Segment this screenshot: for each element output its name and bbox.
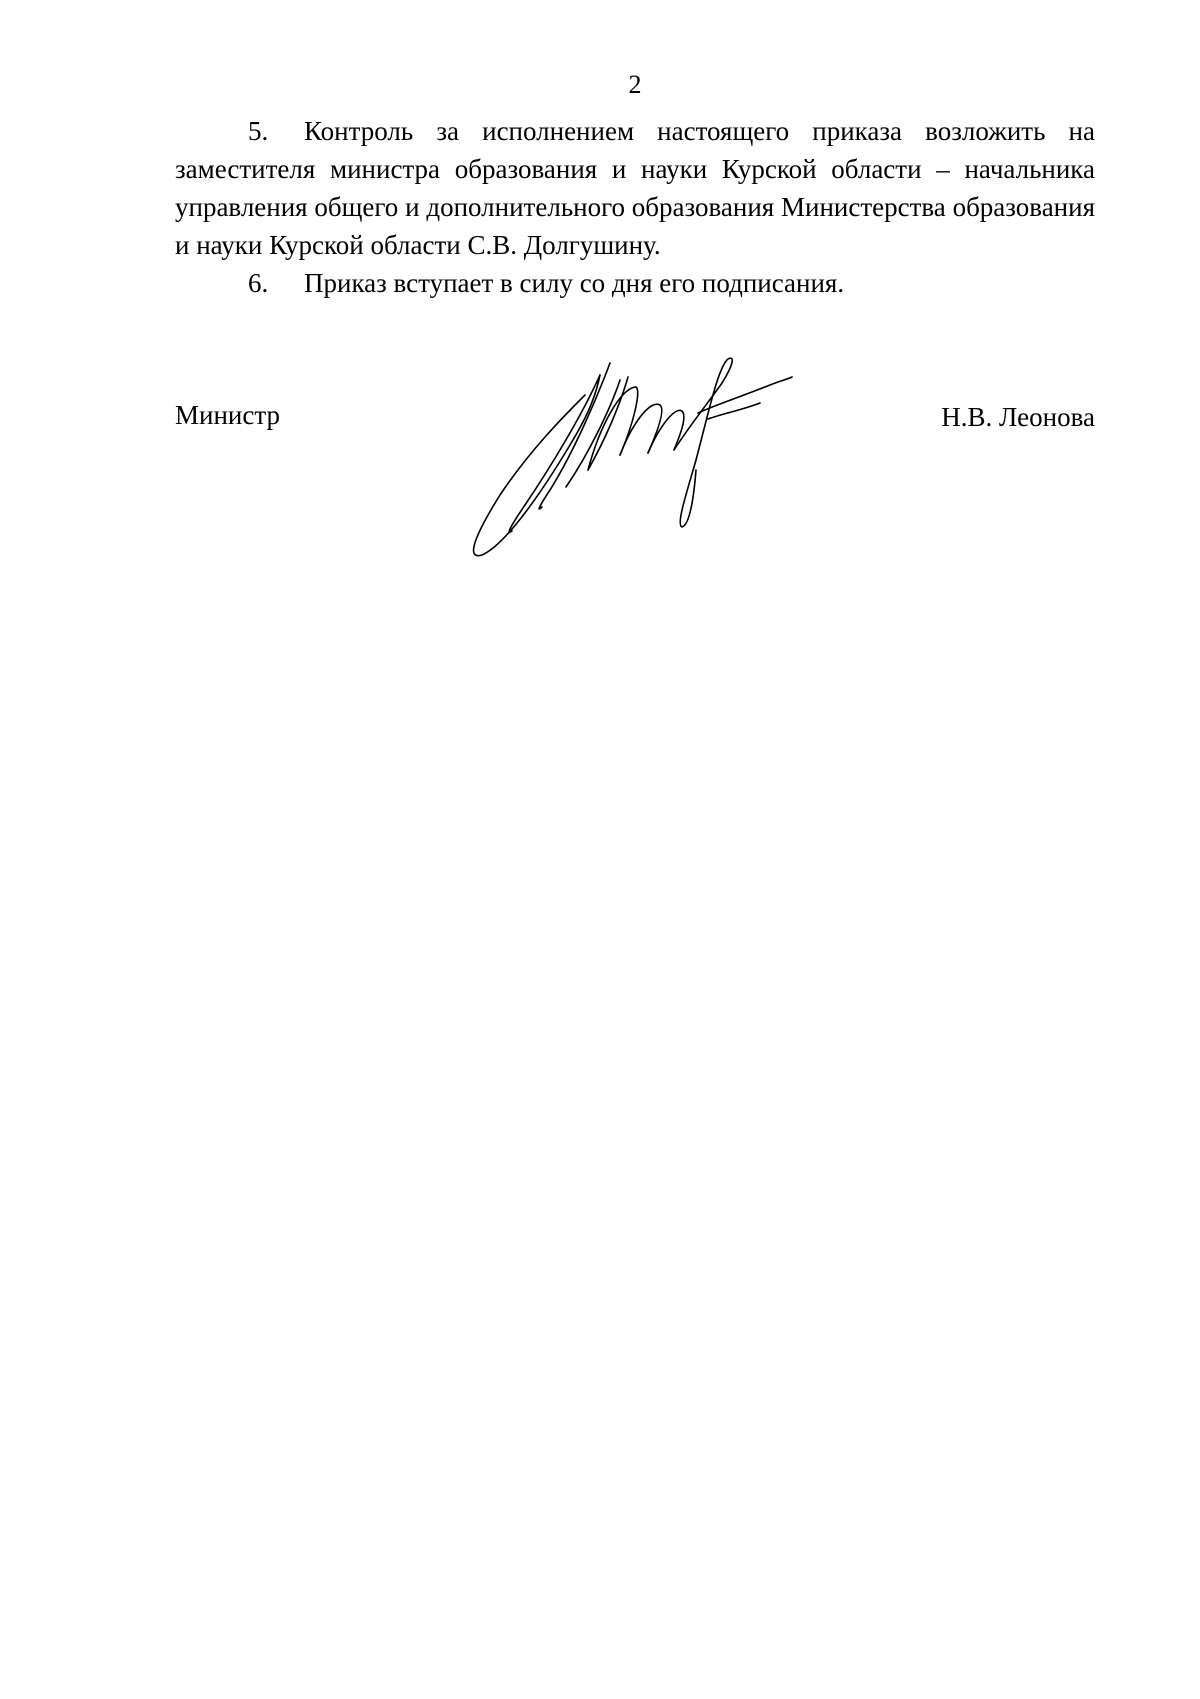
paragraph-text: Контроль за исполнением настоящего приказа возложить на заместителя министра образования и науки Курской области – начальника управления общего и дополнительного образования Министерства образования и науки Курской области С.В. Долгушину.	[175, 116, 1095, 260]
handwritten-signature	[470, 355, 830, 570]
paragraph-6	[175, 264, 1095, 302]
paragraph-number: 5.	[248, 116, 269, 146]
signer-name: Н.В. Леонова	[941, 402, 1095, 432]
paragraph-number: 6.	[248, 268, 269, 298]
position-title: Министр	[175, 400, 280, 430]
paragraph-5	[175, 112, 1095, 264]
document-body	[175, 112, 1095, 302]
page-number: 2	[628, 70, 642, 99]
paragraph-text: Приказ вступает в силу со дня его подписания.	[304, 268, 845, 298]
